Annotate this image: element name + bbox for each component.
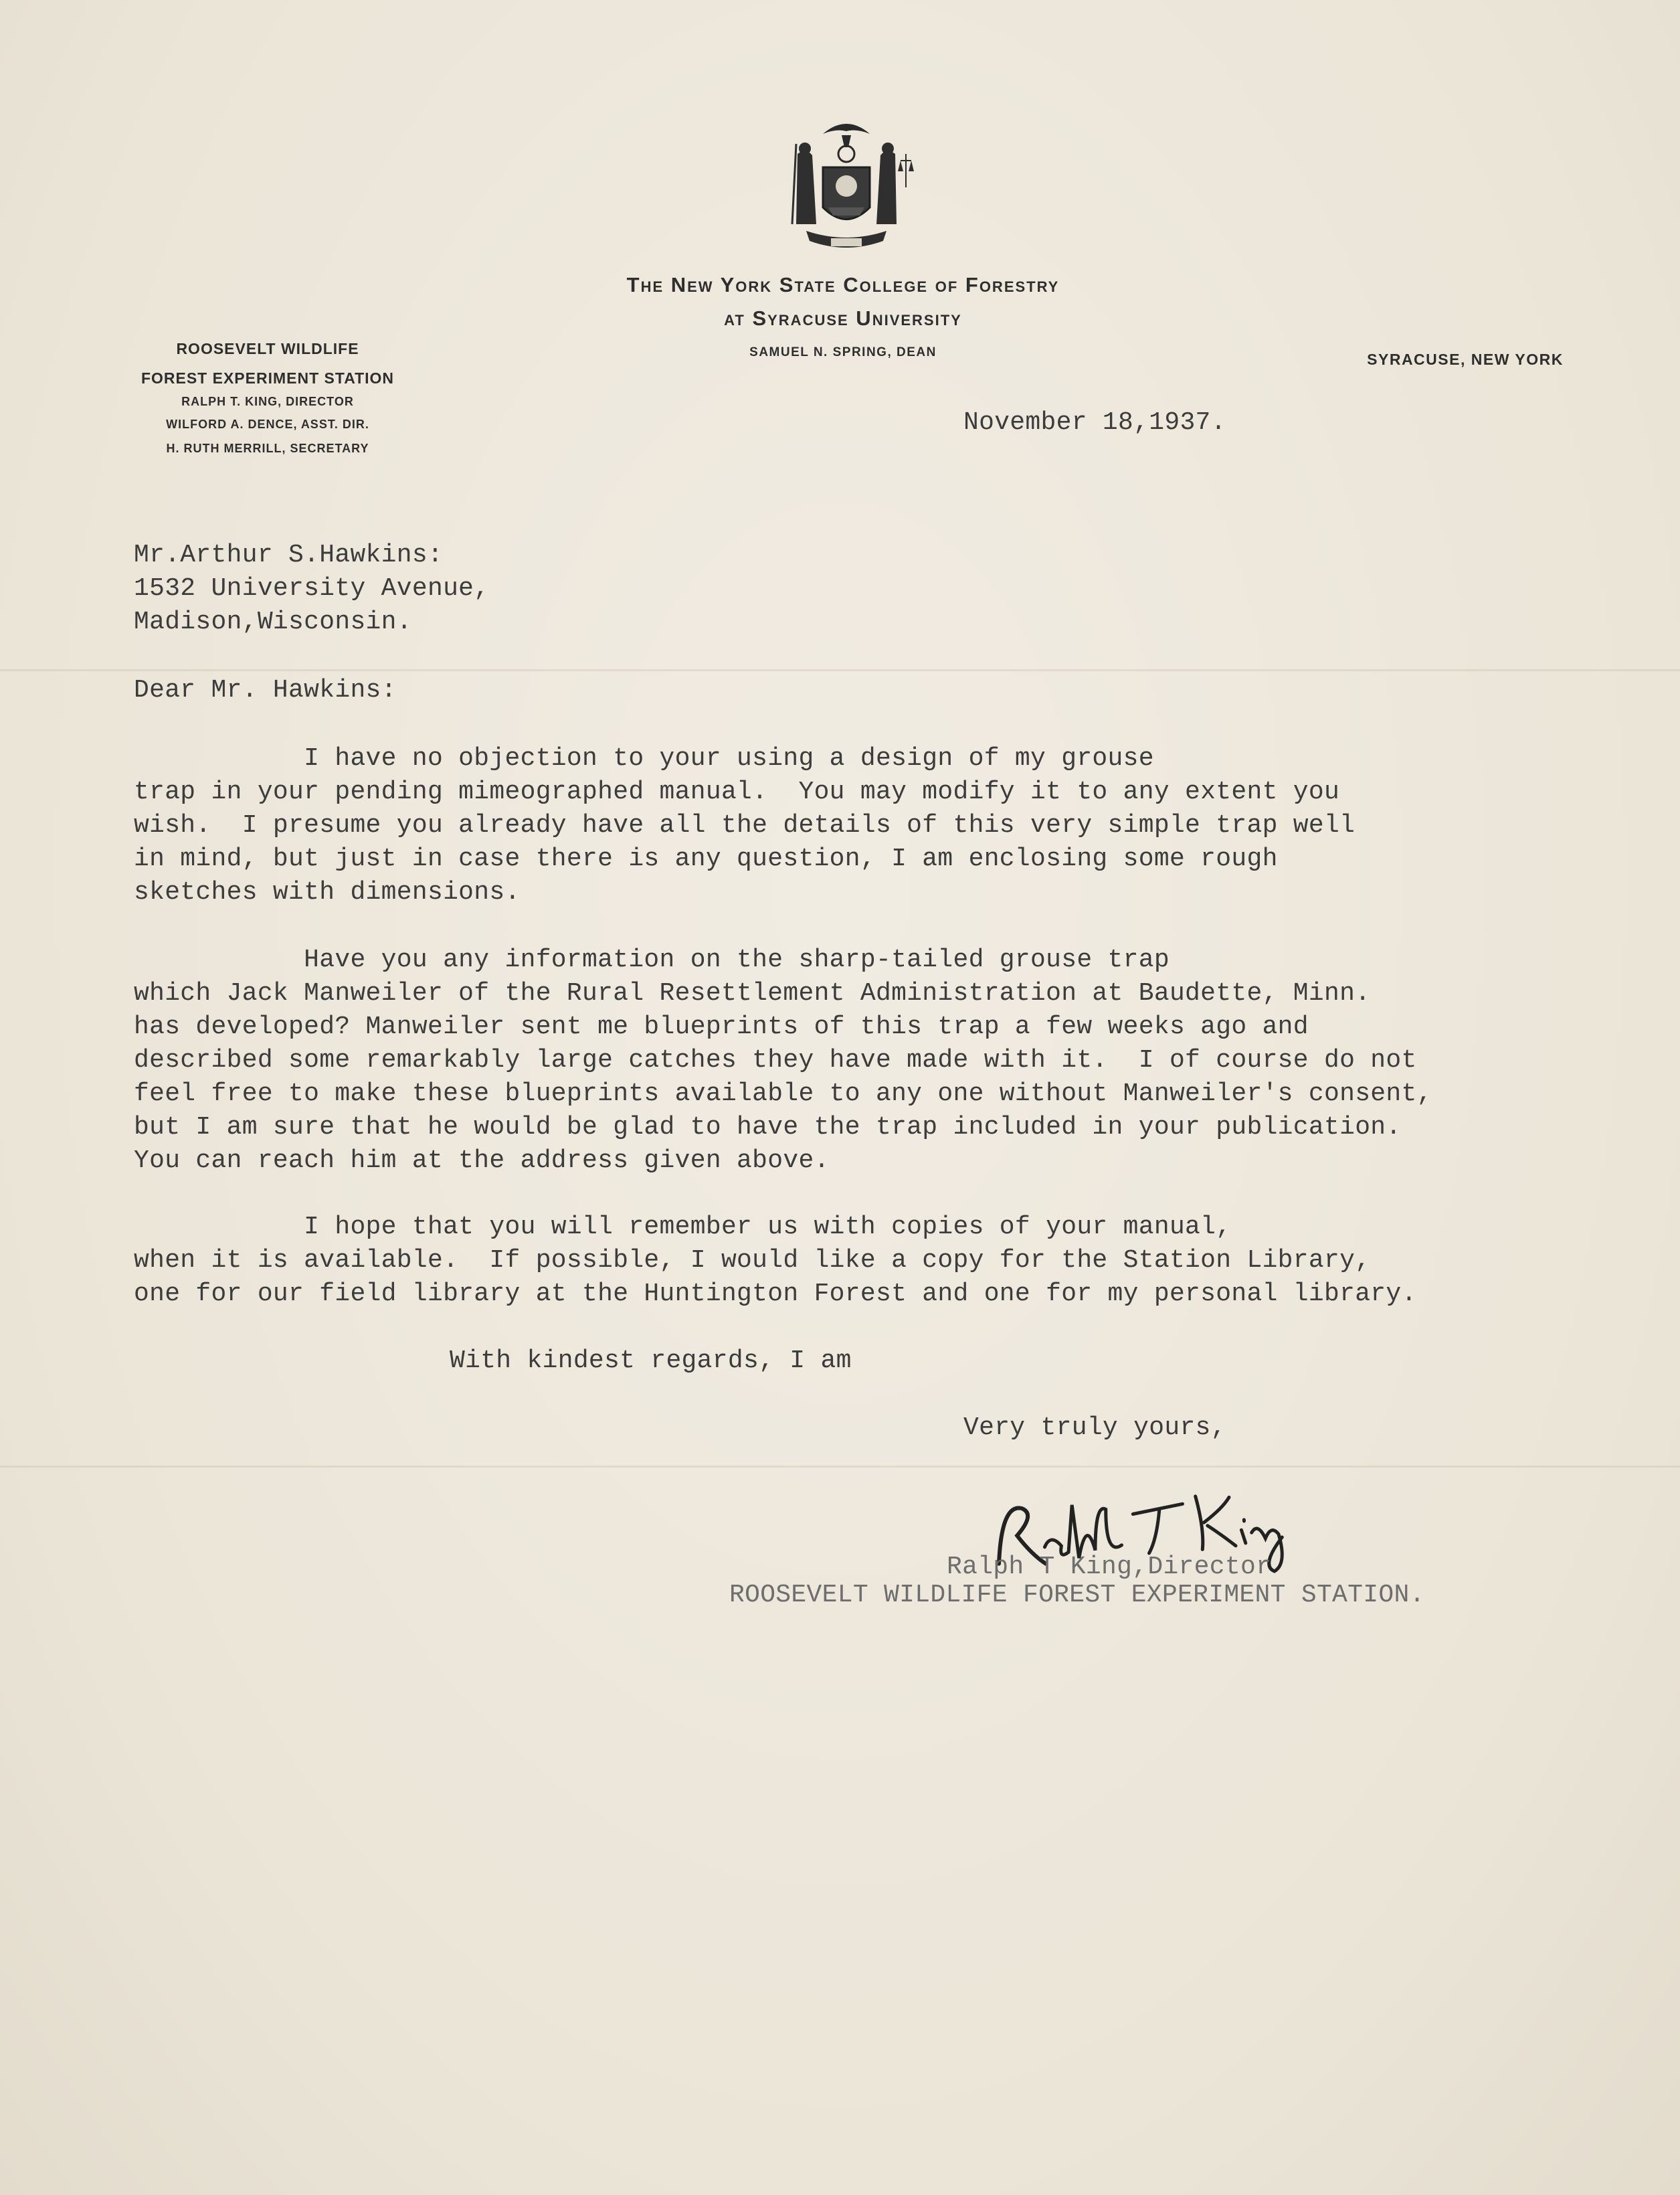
recipient-line: Mr.Arthur S.Hawkins:	[134, 541, 444, 569]
body-line: sketches with dimensions.	[134, 878, 521, 907]
letterhead-dean: SAMUEL N. SPRING, DEAN	[749, 345, 937, 359]
body-line: Have you any information on the sharp-tailed grouse trap	[134, 946, 1170, 974]
body-line: when it is available. If possible, I would like a copy for the Station Library,	[134, 1246, 1371, 1275]
letterhead-secretary: H. RUTH MERRILL, SECRETARY	[166, 442, 369, 455]
body-line: but I am sure that he would be glad to have the trap included in your publication.	[134, 1113, 1402, 1142]
letterhead-station-line2: FOREST EXPERIMENT STATION	[141, 369, 395, 387]
closing: Very truly yours,	[963, 1413, 1226, 1442]
body-line: has developed? Manweiler sent me blueprints of this trap a few weeks ago and	[134, 1013, 1309, 1041]
body-line: I hope that you will remember us with copies of your manual,	[134, 1213, 1232, 1241]
body-line: You can reach him at the address given above.	[134, 1146, 830, 1175]
new-york-state-seal-icon	[769, 107, 923, 261]
body-line: described some remarkably large catches they have made with it. I of course do not	[134, 1046, 1417, 1075]
letterhead-university: at Syracuse University	[724, 306, 962, 330]
body-line: I have no objection to your using a design of my grouse	[134, 744, 1154, 773]
body-line: which Jack Manweiler of the Rural Resettlement Administration at Baudette, Minn.	[134, 979, 1371, 1008]
letterhead-college: The New York State College of Forestry	[626, 273, 1060, 296]
body-line: in mind, but just in case there is any question, I am enclosing some rough	[134, 845, 1278, 873]
fold-crease	[0, 1466, 1680, 1468]
signer-name: Ralph T King,Director	[947, 1553, 1272, 1581]
letterhead-station-line1: ROOSEVELT WILDLIFE	[176, 340, 359, 357]
body-line: feel free to make these blueprints available to any one without Manweiler's consent,	[134, 1079, 1432, 1108]
signer-organization: ROOSEVELT WILDLIFE FOREST EXPERIMENT STATION.	[729, 1581, 1425, 1609]
regards-line: With kindest regards, I am	[450, 1346, 852, 1375]
recipient-line: Madison,Wisconsin.	[134, 608, 412, 636]
letterhead-city: SYRACUSE, NEW YORK	[1367, 351, 1564, 368]
salutation: Dear Mr. Hawkins:	[134, 676, 397, 705]
letter-date: November 18,1937.	[963, 408, 1226, 437]
recipient-line: 1532 University Avenue,	[134, 574, 490, 603]
body-line: trap in your pending mimeographed manual. You may modify it to any extent you	[134, 778, 1340, 806]
letterhead-director: RALPH T. KING, DIRECTOR	[181, 395, 354, 408]
fold-crease	[0, 669, 1680, 671]
letterhead-asst-director: WILFORD A. DENCE, ASST. DIR.	[166, 418, 369, 431]
body-line: one for our field library at the Huntington Forest and one for my personal library.	[134, 1280, 1417, 1308]
body-line: wish. I presume you already have all the details of this very simple trap well	[134, 811, 1356, 840]
